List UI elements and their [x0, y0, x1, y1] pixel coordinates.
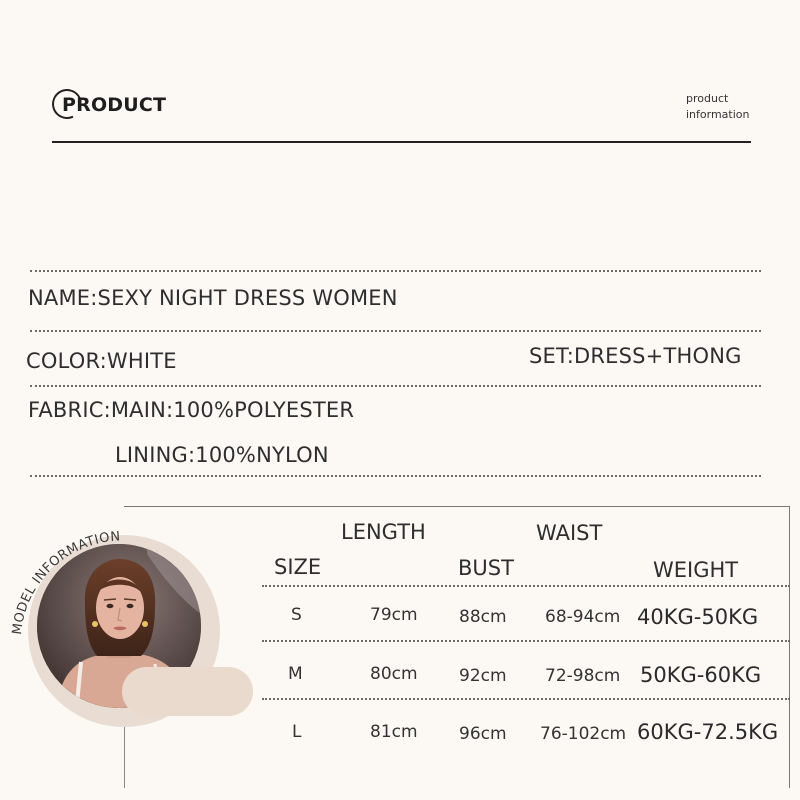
product-logo: PRODUCT [62, 94, 167, 116]
cell-size: S [291, 605, 302, 625]
product-lining: LINING:100%NYLON [115, 443, 329, 467]
cell-bust: 92cm [459, 666, 507, 686]
cell-weight: 40KG-50KG [637, 605, 759, 629]
header-info-line1: product [686, 92, 729, 105]
table-divider [262, 640, 790, 642]
cell-waist: 76-102cm [540, 724, 627, 744]
dotted-divider [30, 270, 761, 272]
dotted-divider [30, 385, 761, 387]
header-info [686, 91, 750, 123]
cell-bust: 88cm [459, 607, 507, 627]
cell-size: M [288, 664, 303, 684]
table-divider [262, 698, 790, 700]
product-name: NAME:SEXY NIGHT DRESS WOMEN [28, 286, 398, 310]
cell-weight: 60KG-72.5KG [637, 720, 779, 744]
cell-size: L [292, 722, 302, 742]
header-info-line2: information [686, 108, 750, 121]
product-fabric: FABRIC:MAIN:100%POLYESTER [28, 398, 355, 422]
table-divider [262, 585, 790, 587]
model-information-arc-label [0, 505, 230, 665]
product-set: SET:DRESS+THONG [529, 344, 742, 368]
model-information-label: MODEL INFORMATION [9, 529, 122, 636]
cell-length: 81cm [370, 722, 418, 742]
cell-length: 79cm [370, 605, 418, 625]
header-bust: BUST [458, 556, 514, 580]
cell-waist: 72-98cm [545, 666, 621, 686]
cell-waist: 68-94cm [545, 607, 621, 627]
header-size: SIZE [274, 555, 322, 579]
header-divider [52, 141, 751, 143]
cell-weight: 50KG-60KG [640, 663, 762, 687]
header-length: LENGTH [341, 520, 426, 544]
product-color: COLOR:WHITE [26, 349, 177, 373]
header-weight: WEIGHT [653, 558, 739, 582]
decorative-pill [122, 667, 253, 716]
cell-bust: 96cm [459, 724, 507, 744]
size-table-frame-edge [124, 718, 125, 788]
cell-length: 80cm [370, 664, 418, 684]
dotted-divider [30, 475, 761, 477]
dotted-divider [30, 330, 761, 332]
header-waist: WAIST [536, 521, 603, 545]
svg-text:MODEL INFORMATION [10, 529, 121, 635]
